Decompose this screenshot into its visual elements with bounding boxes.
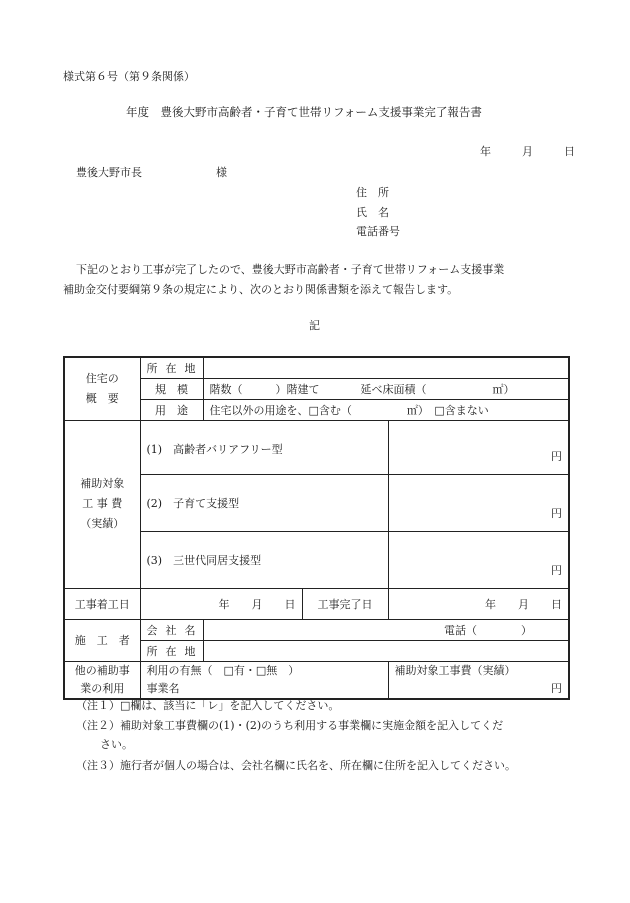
ki-heading: 記 — [309, 319, 320, 332]
note-1: （注１）□欄は、該当に「レ」を記入してください。 — [76, 699, 340, 712]
honorific: 様 — [216, 166, 227, 179]
name-label: 氏 名 — [356, 206, 389, 219]
date-year-label: 年 — [480, 145, 491, 158]
form-number: 様式第６号（第９条関係） — [63, 70, 195, 83]
other-subsidy-amount[interactable] — [388, 661, 569, 699]
scale-floors: 階数（ ）階建て — [209, 382, 320, 396]
project-name-label: 事業名 — [146, 681, 180, 695]
note-3: （注３）施行者が個人の場合は、会社名欄に氏名を、所在欄に住所を記入してください。 — [76, 759, 516, 772]
address-label: 住 所 — [356, 186, 389, 199]
other-subsidy-label — [64, 661, 140, 699]
body-paragraph-line1: 下記のとおり工事が完了したので、豊後大野市高齢者・子育て世帯リフォーム支援事業 — [76, 263, 505, 276]
subsidy-label-line1: 補助対象 — [80, 477, 125, 490]
scale-label: 規 模 — [140, 378, 203, 399]
yen-unit: 円 — [551, 681, 562, 695]
note-2-line1: （注２）補助対象工事費欄の(1)・(2)のうち利用する事業欄に実施金額を記入してくだ — [76, 719, 504, 732]
item-elderly-barrier-free: (1) 高齢者バリアフリー型 — [140, 420, 388, 474]
date-day-label: 日 — [564, 145, 575, 158]
end-date-label: 工事完了日 — [302, 588, 388, 619]
company-value[interactable] — [203, 619, 569, 640]
housing-label-line1: 住宅の — [85, 371, 119, 385]
completion-report-table — [63, 356, 570, 700]
location-value[interactable] — [203, 357, 569, 378]
other-label-line1: 他の補助事 — [74, 663, 130, 677]
amount-three-generation[interactable] — [388, 531, 569, 588]
yen-unit: 円 — [551, 563, 562, 577]
body-paragraph-line2: 補助金交付要綱第９条の規定により、次のとおり関係書類を添えて報告します。 — [63, 283, 459, 296]
use-label: 用 途 — [140, 399, 203, 420]
yen-unit: 円 — [551, 449, 562, 463]
document-title: 年度 豊後大野市高齢者・子育て世帯リフォーム支援事業完了報告書 — [126, 105, 482, 119]
report-date — [480, 143, 575, 159]
start-date-label: 工事着工日 — [64, 588, 140, 619]
housing-label-line2: 概 要 — [85, 391, 119, 405]
subsidy-label-line2: 工 事 費 — [82, 497, 123, 510]
builder-location-value[interactable] — [203, 640, 569, 661]
subsidy-label-line3: （実績） — [80, 517, 125, 530]
other-label-line2: 業の利用 — [80, 681, 125, 695]
start-date-value[interactable]: 年 月 日 — [140, 588, 302, 619]
note-2-line2: さい。 — [100, 738, 133, 751]
builder-label: 施 工 者 — [64, 619, 140, 661]
usage-text: 利用の有無（ □有・□無 ） — [146, 663, 300, 677]
addressee: 豊後大野市長 — [76, 166, 142, 179]
scale-value[interactable] — [203, 378, 569, 399]
yen-unit: 円 — [551, 506, 562, 520]
subsidy-cost-label — [64, 420, 140, 588]
item-three-generation: (3) 三世代同居支援型 — [140, 531, 388, 588]
company-phone: 電話（ ） — [444, 623, 532, 637]
phone-label: 電話番号 — [356, 225, 400, 238]
builder-location-label: 所在地 — [140, 640, 203, 661]
item-child-rearing: (2) 子育て支援型 — [140, 474, 388, 531]
date-month-label: 月 — [522, 145, 533, 158]
subsidy-actual-label: 補助対象工事費（実績） — [394, 663, 516, 677]
housing-overview-label — [64, 357, 140, 420]
company-label: 会社名 — [140, 619, 203, 640]
amount-child-rearing[interactable] — [388, 474, 569, 531]
scale-area: 延べ床面積（ ㎡） — [360, 382, 515, 396]
location-label: 所在地 — [140, 357, 203, 378]
other-subsidy-usage[interactable] — [140, 661, 388, 699]
use-value[interactable]: 住宅以外の用途を、□含む（ ㎡） □含まない — [203, 399, 569, 420]
end-date-value[interactable]: 年 月 日 — [388, 588, 569, 619]
amount-elderly-barrier-free[interactable] — [388, 420, 569, 474]
